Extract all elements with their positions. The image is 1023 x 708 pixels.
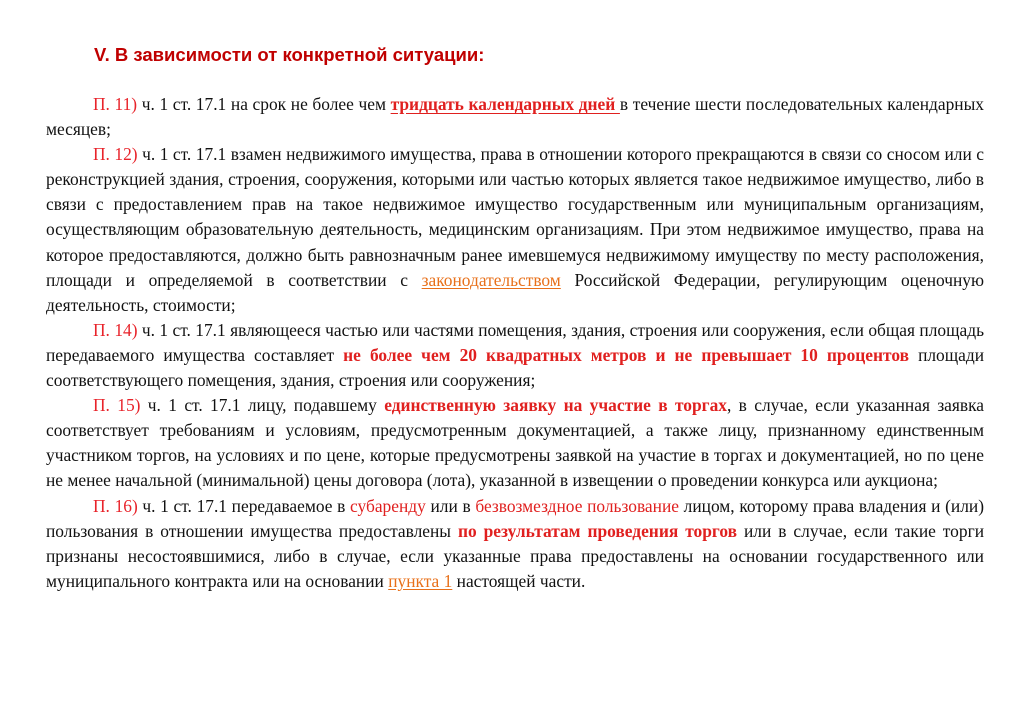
p15-text-2: , в случае, если указанная заявка соответствует требованиям и условиям, предусмотренным документацией, а также лицу, признанному единственным участником торгов, на условиях и по цене, которые предусмотрены заявкой на участие в торгах и документацией, но по цене не менее начальной (минимальной) цены договора (лота), указанной в извещении о проведении конкурса или аукциона; <box>46 395 985 491</box>
paragraph-p16 <box>46 494 984 594</box>
p15-text-1: ч. 1 ст. 17.1 лицу, подавшему <box>140 395 385 416</box>
p16-text-2: или в <box>425 495 476 516</box>
p12-text-1: ч. 1 ст. 17.1 взамен недвижимого имущества, права в отношении которого прекращаются в связи со сносом или с реконструкцией здания, строения, сооружения, которыми или частью которых является такое недвижимое имущество, либо в связи с предоставлением прав на такое недвижимое имущество государственным или муниципальным организациям, осуществляющим образовательную деятельность, медицинским организациям. При этом недвижимое имущество, права на которое предоставляются, должно быть равнозначным ранее имевшемуся недвижимому имуществу по месту расположения, площади и определяемой в соответствии с <box>46 144 985 290</box>
paragraph-p14 <box>46 318 984 393</box>
document-page <box>46 42 984 594</box>
p16-text-4: или в случае, если такие торги признаны несостоявшимися, либо в случае, если указанные права предоставлены на основании государственного или муниципального контракта или на основании <box>46 520 985 591</box>
p16-emphasis: по результатам проведения торгов <box>457 520 738 541</box>
p11-emphasis: тридцать календарных дней <box>390 94 620 114</box>
p11-text-2: в течение шести последовательных календарных месяцев; <box>46 94 984 140</box>
legislation-link[interactable]: законодательством <box>421 269 561 290</box>
paragraph-p11 <box>46 92 984 142</box>
p14-text-1: ч. 1 ст. 17.1 являющееся частью или частями помещения, здания, строения или сооружения, если общая площадь передаваемого имущества составляет <box>46 319 984 365</box>
clause-ref-p11: П. 11) <box>93 94 138 114</box>
p16-text-5: настоящей части. <box>452 570 586 591</box>
p16-text-1: ч. 1 ст. 17.1 передаваемое в <box>137 495 351 516</box>
p16-text-3: лицом, которому права владения и (или) пользования в отношении имущества предоставлены <box>46 495 984 541</box>
term-sublease: субаренду <box>350 495 426 516</box>
paragraph-p15 <box>46 393 984 493</box>
term-free-use: безвозмездное пользование <box>475 495 679 516</box>
paragraph-p12 <box>46 142 984 318</box>
clause-1-link[interactable]: пункта 1 <box>388 570 453 591</box>
section-heading: V. В зависимости от конкретной ситуации: <box>94 44 485 65</box>
p15-emphasis: единственную заявку на участие в торгах <box>384 395 727 416</box>
clause-ref-p14: П. 14) <box>93 319 138 340</box>
p14-emphasis: не более чем 20 квадратных метров и не превышает 10 процентов <box>343 344 909 365</box>
clause-ref-p12: П. 12) <box>93 144 138 165</box>
p14-text-2: площади соответствующего помещения, здания, строения или сооружения; <box>46 344 985 391</box>
clause-ref-p16: П. 16) <box>93 495 138 516</box>
p12-text-2: Российской Федерации, регулирующим оценочную деятельность, стоимости; <box>46 269 984 315</box>
clause-ref-p15: П. 15) <box>93 395 141 416</box>
p11-text-1: ч. 1 ст. 17.1 на срок не более чем <box>137 94 391 114</box>
